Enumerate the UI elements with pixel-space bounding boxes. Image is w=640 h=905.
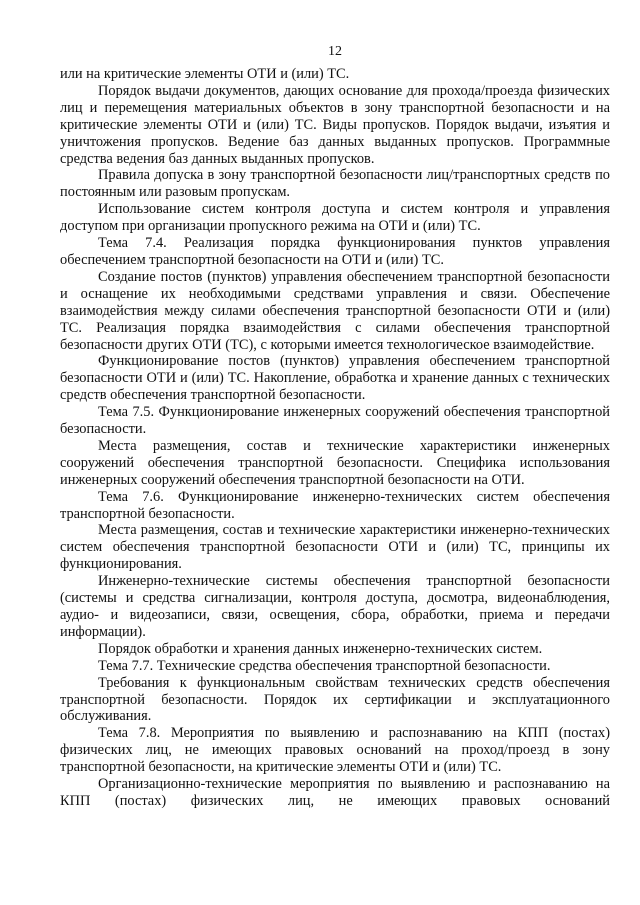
paragraph-engineering-structures: Места размещения, состав и технические характеристики инженерных сооружений обеспечения транспортной безопасности. Специфика использования инженерных сооружений обеспечения транспортной безопасности на ОТИ. <box>60 437 610 488</box>
paragraph-engineering-systems-placement: Места размещения, состав и технические характеристики инженерно-технических систем обеспечения транспортной безопасности ОТИ и (или) ТС, принципы их функционирования. <box>60 522 610 573</box>
paragraph-data-processing: Порядок обработки и хранения данных инженерно-технических систем. <box>98 640 543 657</box>
paragraph-control-posts-functioning: Функционирование постов (пунктов) управления обеспечением транспортной безопасности ОТИ и (или) ТС. Накопление, обработка и хранение данных с технических средств обеспечения транспортной безопасности. <box>60 353 610 404</box>
topic-heading-7-4: Тема 7.4. Реализация порядка функционирования пунктов управления обеспечением транспортной безопасности на ОТИ и (или) ТС. <box>60 235 610 268</box>
topic-heading-7-7: Тема 7.7. Технические средства обеспечения транспортной безопасности. <box>98 657 551 674</box>
paragraph-engineering-systems-list: Инженерно-технические системы обеспечения транспортной безопасности (системы и средства сигнализации, контроля доступа, досмотра, видеонаблюдения, аудио- и видеозаписи, связи, освещения, сбора, обработки, приема и передачи информации). <box>60 573 610 640</box>
paragraph-control-posts-creation: Создание постов (пунктов) управления обеспечением транспортной безопасности и оснащение их необходимыми средствами управления и связи. Обеспечение взаимодействия между силами обеспечения транспортной безопасности ОТИ и (или) ТС. Реализация порядка взаимодействия с силами обеспечения транспортной безопасности других ОТИ (ТС), с которыми имеется технологическое взаимодействие. <box>60 268 610 353</box>
topic-heading-7-5: Тема 7.5. Функционирование инженерных сооружений обеспечения транспортной безопасности. <box>60 404 610 438</box>
paragraph-technical-means-requirements: Требования к функциональным свойствам технических средств обеспечения транспортной безопасности. Порядок их сертификации и эксплуатационного обслуживания. <box>60 674 610 725</box>
paragraph-access-control: Использование систем контроля доступа и систем контроля и управления доступом при организации пропускного режима на ОТИ и (или) ТС. <box>60 201 610 235</box>
paragraph-admission-rules: Правила допуска в зону транспортной безопасности лиц/транспортных средств по постоянным или разовым пропускам. <box>60 167 610 201</box>
document-body <box>60 66 610 810</box>
topic-heading-7-8: Тема 7.8. Мероприятия по выявлению и распознаванию на КПП (постах) физических лиц, не имеющих правовых оснований на проход/проезд в зону транспортной безопасности, на критические элементы ОТИ и (или) ТС. <box>60 725 610 776</box>
paragraph-organizational-measures: Организационно-технические мероприятия по выявлению и распознаванию на КПП (постах) физических лиц, не имеющих правовых оснований <box>60 776 610 809</box>
topic-heading-7-6: Тема 7.6. Функционирование инженерно-технических систем обеспечения транспортной безопасности. <box>60 488 610 522</box>
page-number: 12 <box>328 44 342 59</box>
paragraph-pass-issuance: Порядок выдачи документов, дающих основание для прохода/проезда физических лиц и перемещения материальных объектов в зону транспортной безопасности и на критические элементы ОТИ и (или) ТС. Виды пропусков. Порядок выдачи, изъятия и уничтожения пропусков. Ведение баз данных выданных пропусков. Программные средства ведения баз данных выданных пропусков. <box>60 82 610 167</box>
paragraph-continuation: или на критические элементы ОТИ и (или) ТС. <box>60 66 350 82</box>
